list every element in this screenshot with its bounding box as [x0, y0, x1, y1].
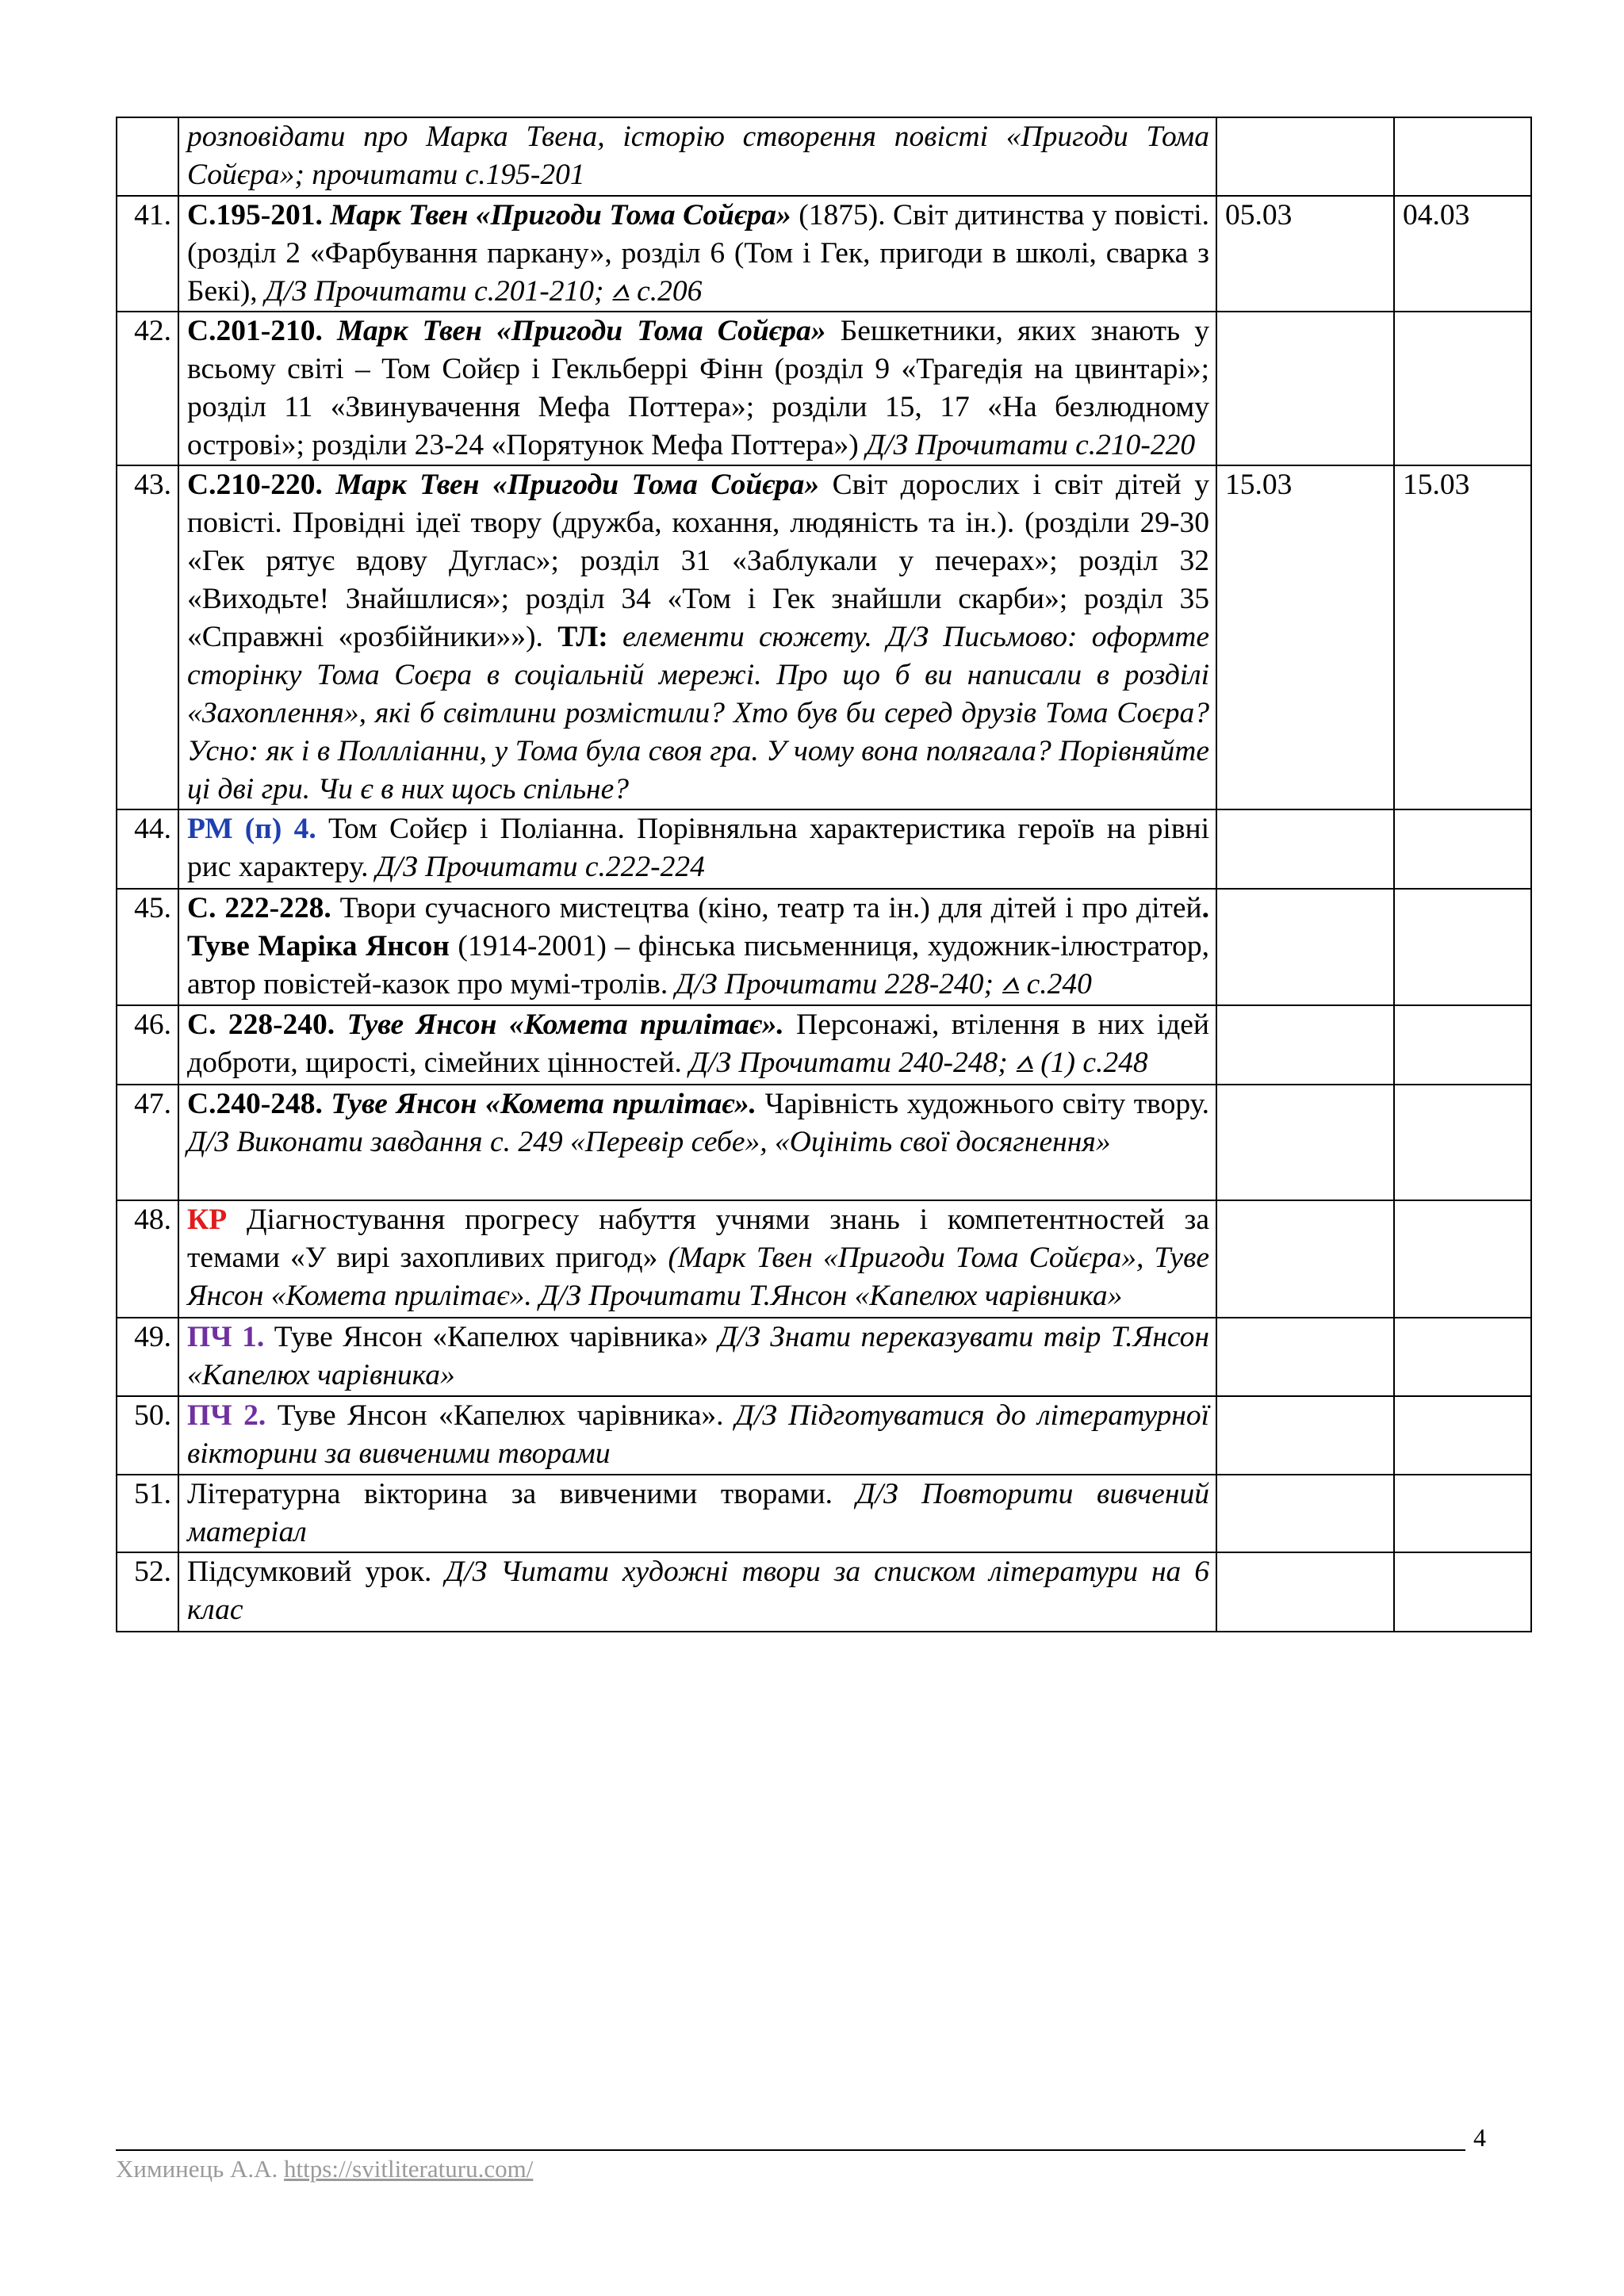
lesson-text-segment: Д/З Читати художні твори за списком літератури на 6 клас: [187, 1556, 1210, 1626]
actual-date: [1394, 1475, 1531, 1552]
lesson-text-segment: Діагностування прогресу набуття учнями знань і компетентностей за темами «У вирі захопливих пригод»: [187, 1203, 1209, 1274]
actual-date: [1394, 809, 1531, 889]
actual-date: [1394, 1200, 1531, 1318]
table-row: [117, 1200, 1531, 1318]
lesson-text-segment: с.240: [1019, 968, 1092, 1001]
lesson-text-segment: ТЛ:: [557, 621, 608, 653]
lesson-text-segment: (1875). Світ дитинства у повісті. (розділ 2 «Фарбування паркану», розділ 6 (Том і Гек, пригоди в школі, сварка з Бекі),: [187, 199, 1209, 308]
lesson-text-segment: Світ дорослих і світ дітей у повісті. Провідні ідеї твору (дружба, кохання, людяність та ін.). (розділи 29-30 «Гек рятує вдову Дуглас»; розділ 31 «Заблукали у печерах»; розділ 32 «Виходьте! Знайшлися»; розділ 34 «Том і Гек знайшли скарби»; розділ 35 «Справжні «розбійники»»).: [187, 469, 1210, 653]
lesson-text-segment: Том Сойєр і Поліанна. Порівняльна характеристика героїв на рівні рис характеру.: [187, 813, 1210, 883]
lesson-text-segment: С.201-210.: [187, 315, 338, 347]
table-row: [117, 1396, 1531, 1475]
lesson-number: 43.: [117, 465, 178, 809]
lesson-content: [178, 1005, 1216, 1085]
footer-author: [116, 2153, 533, 2185]
lesson-content: [178, 1200, 1216, 1318]
lesson-number: 44.: [117, 809, 178, 889]
monument-icon: ⩟: [1001, 968, 1020, 1001]
actual-date: [1394, 312, 1531, 465]
table-row: [117, 889, 1531, 1005]
actual-date: 15.03: [1394, 465, 1531, 809]
lesson-content: [178, 1475, 1216, 1552]
lesson-text-segment: Туве Янсон «Комета прилітає».: [331, 1088, 757, 1120]
lesson-text-segment: (Марк Твен «Пригоди Тома Сойєра», Туве Янсон «Комета прилітає». Д/З Прочитати Т.Янсон «Капелюх чарівника»: [187, 1242, 1209, 1312]
lesson-text-segment: . Туве Маріка Янсон: [187, 892, 1209, 962]
planned-date: [1216, 1552, 1394, 1632]
planned-date: [1216, 1318, 1394, 1396]
lesson-content: [178, 1318, 1216, 1396]
lesson-text-segment: елементи сюжету. Д/З Письмово: оформте сторінку Тома Соєра в соціальній мережі. Про що б ви написали в розділі «Захоплення», які б світлини розмістили? Хто був би серед друзів Тома Соєра? Усно: як і в Поллліанни, у Тома була своя гра. У чому вона полягала? Порівняйте ці дві гри. Чи є в них щось спільне?: [187, 621, 1209, 806]
lesson-text-segment: Підсумковий урок.: [187, 1556, 446, 1588]
actual-date: [1394, 889, 1531, 1005]
table-row: [117, 196, 1531, 312]
planned-date: [1216, 1005, 1394, 1085]
lesson-text-segment: ПЧ 2.: [187, 1399, 266, 1432]
lesson-content: [178, 465, 1216, 809]
planned-date: [1216, 809, 1394, 889]
lesson-text-segment: (1914-2001) – фінська письменниця, художник-ілюстратор, автор повістей-казок про мумі-тролів.: [187, 930, 1209, 1001]
lesson-content: [178, 1085, 1216, 1200]
lesson-content: [178, 312, 1216, 465]
lesson-rows: [117, 117, 1531, 1632]
actual-date: 04.03: [1394, 196, 1531, 312]
lesson-number: 42.: [117, 312, 178, 465]
lesson-text-segment: С.240-248.: [187, 1088, 331, 1120]
lesson-text-segment: С. 222-228.: [187, 892, 331, 924]
lesson-text-segment: Чарівність художнього світу твору.: [756, 1088, 1209, 1120]
lesson-number: 45.: [117, 889, 178, 1005]
table-row: [117, 1552, 1531, 1632]
planned-date: [1216, 1200, 1394, 1318]
lesson-text-segment: С.195-201.: [187, 199, 331, 232]
monument-icon: ⩟: [611, 275, 630, 308]
lesson-text-segment: розповідати про Марка Твена, історію створення повісті «Пригоди Тома Сойєра»; прочитати с.195-201: [187, 121, 1209, 191]
lesson-text-segment: (1) с.248: [1032, 1047, 1148, 1079]
lesson-text-segment: Марк Твен «Пригоди Тома Сойєра»: [330, 199, 791, 232]
planned-date: [1216, 1475, 1394, 1552]
actual-date: [1394, 1318, 1531, 1396]
lesson-text-segment: Марк Твен «Пригоди Тома Сойєра»: [335, 469, 820, 501]
lesson-text-segment: Бешкетники, яких знають у всьому світі – Том Сойєр і Гекльберрі Фінн (розділ 9 «Трагедія на цвинтарі»; розділ 11 «Звинувачення Мефа Поттера»; розділи 15, 17 «На безлюдному острові»; розділи 23-24 «Порятунок Мефа Поттера»): [187, 315, 1209, 461]
planned-date: [1216, 312, 1394, 465]
lesson-text-segment: Туве Янсон «Капелюх чарівника».: [266, 1399, 735, 1432]
lesson-text-segment: Д/З Прочитати с.210-220: [866, 429, 1196, 461]
lesson-text-segment: с.206: [629, 275, 703, 308]
page-number: 4: [1473, 2123, 1486, 2152]
lesson-text-segment: Д/З Прочитати 240-248;: [689, 1047, 1016, 1079]
lesson-text-segment: Д/З Прочитати 228-240;: [675, 968, 1002, 1001]
lesson-content: [178, 196, 1216, 312]
lesson-text-segment: С.210-220.: [187, 469, 336, 501]
planned-date: [1216, 117, 1394, 196]
monument-icon: ⩟: [1015, 1047, 1033, 1079]
table-row: [117, 1085, 1531, 1200]
actual-date: [1394, 117, 1531, 196]
lesson-content: [178, 1552, 1216, 1632]
lesson-text-segment: Твори сучасного мистецтва (кіно, театр та ін.) для дітей і про дітей: [331, 892, 1202, 924]
lesson-text-segment: Туве Янсон «Комета прилітає».: [347, 1008, 784, 1041]
actual-date: [1394, 1085, 1531, 1200]
table-row: [117, 117, 1531, 196]
lesson-number: 46.: [117, 1005, 178, 1085]
lesson-text-segment: КР: [187, 1203, 228, 1236]
lesson-number: 50.: [117, 1396, 178, 1475]
table-row: [117, 1005, 1531, 1085]
lesson-plan-table: [116, 117, 1532, 1632]
lesson-text-segment: Персонажі, втілення в них ідей доброти, щирості, сімейних цінностей.: [187, 1008, 1209, 1079]
lesson-content: [178, 889, 1216, 1005]
lesson-content: [178, 809, 1216, 889]
lesson-text-segment: Д/З Виконати завдання с. 249 «Перевір себе», «Оцініть свої досягнення»: [187, 1126, 1111, 1158]
actual-date: [1394, 1005, 1531, 1085]
table-row: [117, 465, 1531, 809]
planned-date: 15.03: [1216, 465, 1394, 809]
lesson-number: 51.: [117, 1475, 178, 1552]
planned-date: [1216, 1085, 1394, 1200]
lesson-number: 41.: [117, 196, 178, 312]
lesson-text-segment: Д/З Повторити вивчений матеріал: [187, 1478, 1210, 1548]
lesson-text-segment: Д/З Прочитати с.201-210;: [265, 275, 611, 308]
lesson-number: 49.: [117, 1318, 178, 1396]
lesson-text-segment: Марк Твен «Пригоди Тома Сойєра»: [337, 315, 826, 347]
actual-date: [1394, 1396, 1531, 1475]
lesson-number: 52.: [117, 1552, 178, 1632]
actual-date: [1394, 1552, 1531, 1632]
site-link[interactable]: https://svitliteraturu.com/: [284, 2155, 534, 2183]
planned-date: [1216, 889, 1394, 1005]
author-name: Химинець А.А.: [116, 2155, 285, 2183]
table-row: [117, 1318, 1531, 1396]
lesson-text-segment: Д/З Підготуватися до літературної вікторини за вивченими творами: [187, 1399, 1210, 1470]
lesson-text-segment: ПЧ 1.: [187, 1321, 265, 1353]
lesson-number: 47.: [117, 1085, 178, 1200]
lesson-text-segment: Літературна вікторина за вивченими творами.: [187, 1478, 856, 1510]
table-row: [117, 1475, 1531, 1552]
planned-date: 05.03: [1216, 196, 1394, 312]
planned-date: [1216, 1396, 1394, 1475]
lesson-number: 48.: [117, 1200, 178, 1318]
table-row: [117, 809, 1531, 889]
lesson-number: [117, 117, 178, 196]
lesson-text-segment: Д/З Прочитати с.222-224: [375, 851, 705, 883]
lesson-text-segment: С. 228-240.: [187, 1008, 347, 1041]
lesson-text-segment: Туве Янсон «Капелюх чарівника»: [264, 1321, 718, 1353]
lesson-content: [178, 117, 1216, 196]
lesson-text-segment: Д/З Знати переказувати твір Т.Янсон «Капелюх чарівника»: [187, 1321, 1209, 1391]
footer-divider: [116, 2149, 1465, 2151]
table-row: [117, 312, 1531, 465]
lesson-content: [178, 1396, 1216, 1475]
lesson-text-segment: РМ (п) 4.: [187, 813, 316, 845]
